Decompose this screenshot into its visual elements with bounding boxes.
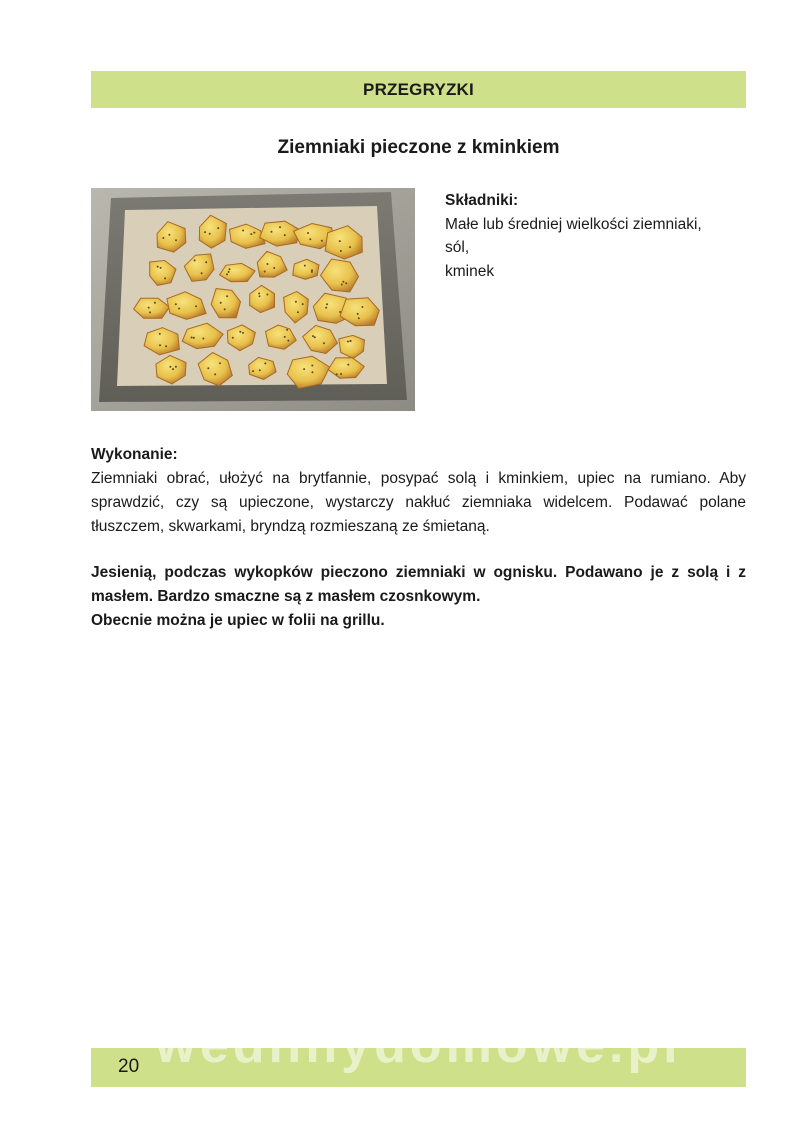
ingredients-block: [445, 189, 745, 283]
method-text: Ziemniaki obrać, ułożyć na brytfannie, posypać solą i kminkiem, upiec na rumiano. Aby sprawdzić, czy są upieczone, wystarczy nakłuć ziemniaka widelcem. Podawać polane tłuszczem, skwarkami, bryndzą rozmieszaną ze śmietaną.: [91, 470, 746, 535]
watermark: wedlinydomowe.pl: [155, 1016, 682, 1074]
section-header-bar: [91, 71, 746, 108]
page-number: 20: [118, 1056, 140, 1077]
note-block: [91, 561, 746, 633]
section-title: PRZEGRYZKI: [363, 79, 474, 99]
ingredient-item: sól,: [445, 239, 470, 256]
ingredient-item: kminek: [445, 262, 495, 280]
recipe-title: Ziemniaki pieczone z kminkiem: [277, 137, 560, 158]
method-block: [91, 443, 746, 539]
ingredients-heading: Składniki:: [445, 192, 519, 209]
method-heading: Wykonanie:: [91, 446, 178, 463]
note-line: Jesienią, podczas wykopków pieczono ziemniaki w ognisku. Podawano je z solą i z masłem. Bardzo smaczne są z masłem czosnkowym.: [91, 564, 746, 605]
ingredient-item: Małe lub średniej wielkości ziemniaki,: [445, 215, 702, 233]
note-line: Obecnie można je upiec w folii na grillu.: [91, 612, 385, 629]
roasted-potatoes-photo: [91, 188, 415, 411]
